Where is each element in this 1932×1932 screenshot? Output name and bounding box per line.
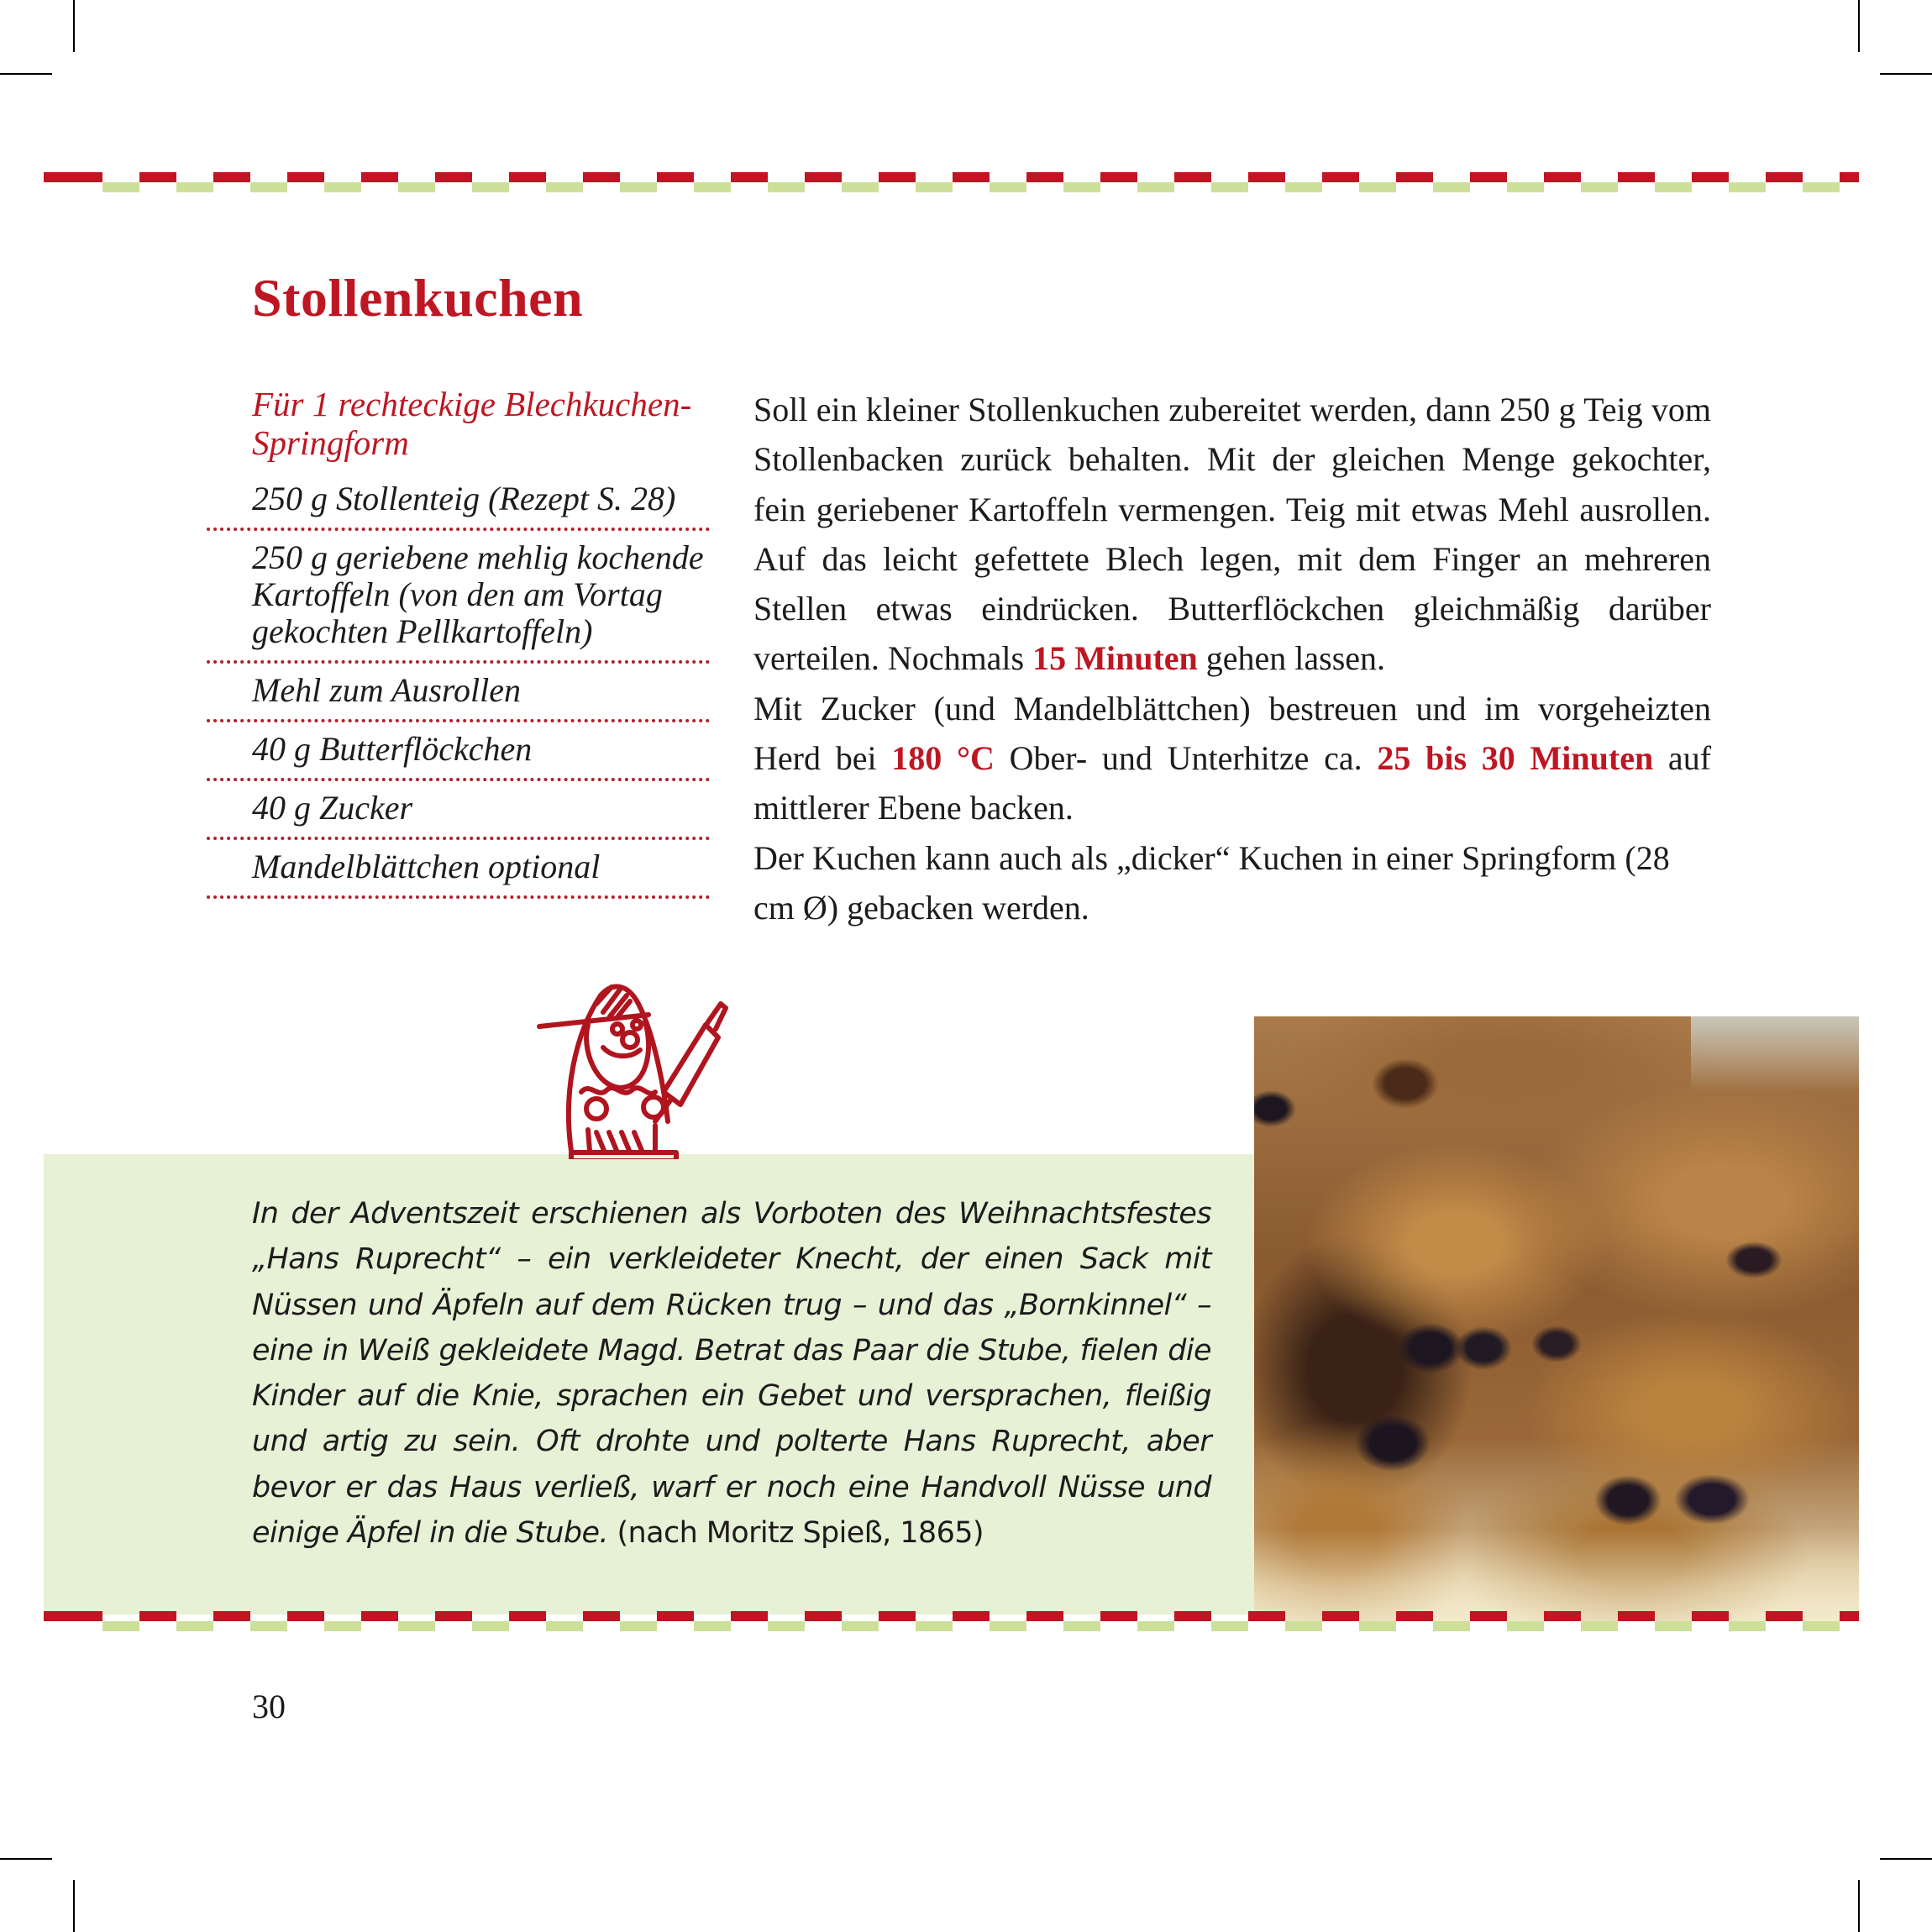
photo-plate (1254, 1529, 1859, 1621)
ingredient-item: Mehl zum Ausrollen (207, 664, 710, 722)
temperature-highlight: 180 °C (891, 739, 995, 778)
crop-mark (73, 0, 75, 52)
ingredient-item: 250 g geriebene mehlig kochende Kartoffeln (von den am Vortag gekochten Pellkartoffeln) (207, 531, 710, 664)
stollenkuchen-photo (1254, 1016, 1859, 1621)
ingredient-item: 40 g Zucker (207, 781, 710, 840)
crop-mark (1858, 0, 1860, 52)
crop-mark (0, 1858, 52, 1860)
top-decorative-stripe (44, 172, 1859, 202)
instruction-paragraph (753, 385, 1711, 684)
crop-mark (1858, 1880, 1860, 1932)
instruction-paragraph (753, 684, 1711, 833)
crop-mark (1880, 73, 1932, 75)
story-text (252, 1191, 1211, 1556)
recipe-instructions (753, 385, 1711, 932)
bottom-decorative-stripe (44, 1611, 1859, 1641)
rise-time-highlight: 15 Minuten (1032, 639, 1198, 678)
story-citation: (nach Moritz Spieß, 1865) (607, 1516, 984, 1551)
recipe-title: Stollenkuchen (252, 268, 584, 328)
ingredient-item: 40 g Butterflöckchen (207, 722, 710, 781)
ingredient-list (252, 385, 710, 899)
crop-mark (0, 73, 52, 75)
instruction-text: gehen lassen. (1197, 639, 1386, 678)
instruction-paragraph: Der Kuchen kann auch als „dicker“ Kuchen in einer Springform (28 cm Ø) gebacken werden. (753, 838, 1670, 927)
crop-mark (73, 1880, 75, 1932)
ingredient-list-header: Für 1 rechteckige Blechkuchen-Springform (252, 385, 692, 462)
page-number: 30 (252, 1688, 286, 1725)
photo-background (1691, 1016, 1859, 1092)
instruction-text: auf mittlerer Ebene backen. (753, 739, 1712, 827)
instruction-text: Mit Zucker (und Mandelblättchen) bestreuen und im vorgeheizten Herd bei (753, 689, 1711, 778)
bake-time-highlight: 25 bis 30 Minuten (1377, 739, 1654, 778)
instruction-text: Soll ein kleiner Stollenkuchen zubereitet werden, dann 250 g Teig vom Stollenbacken zurück behalten. Mit der gleichen Menge gekochter, fein geriebener Kartoffeln vermengen. Teig mit etwas Mehl ausrollen. Auf das leicht gefettete Blech legen, mit dem Finger an mehreren Stellen etwas eindrücken. Butterflöckchen gleichmäßig darüber verteilen. Nochmals (753, 391, 1711, 678)
instruction-text: Ober- und Unterhitze ca. (994, 739, 1378, 778)
ingredient-item: 250 g Stollenteig (Rezept S. 28) (207, 472, 710, 531)
crop-mark (1880, 1858, 1932, 1860)
baker-gnome-with-rolling-pin-icon (529, 966, 731, 1159)
story-body: In der Adventszeit erschienen als Vorboten des Weihnachtsfestes „Hans Ruprecht“ – ein verkleideter Knecht, der einen Sack mit Nüssen und Äpfeln auf dem Rücken trug – und das „Bornkinnel“ – eine in Weiß gekleidete Magd. Betrat das Paar die Stube, fielen die Kinder auf die Knie, sprachen ein Gebet und versprachen, fleißig und artig zu sein. Oft drohte und polterte Hans Ruprecht, aber bevor er das Haus verließ, warf er noch eine Handvoll Nüsse und einige Äpfel in die Stube. (252, 1197, 1211, 1551)
ingredient-item: Mandelblättchen optional (207, 840, 710, 899)
